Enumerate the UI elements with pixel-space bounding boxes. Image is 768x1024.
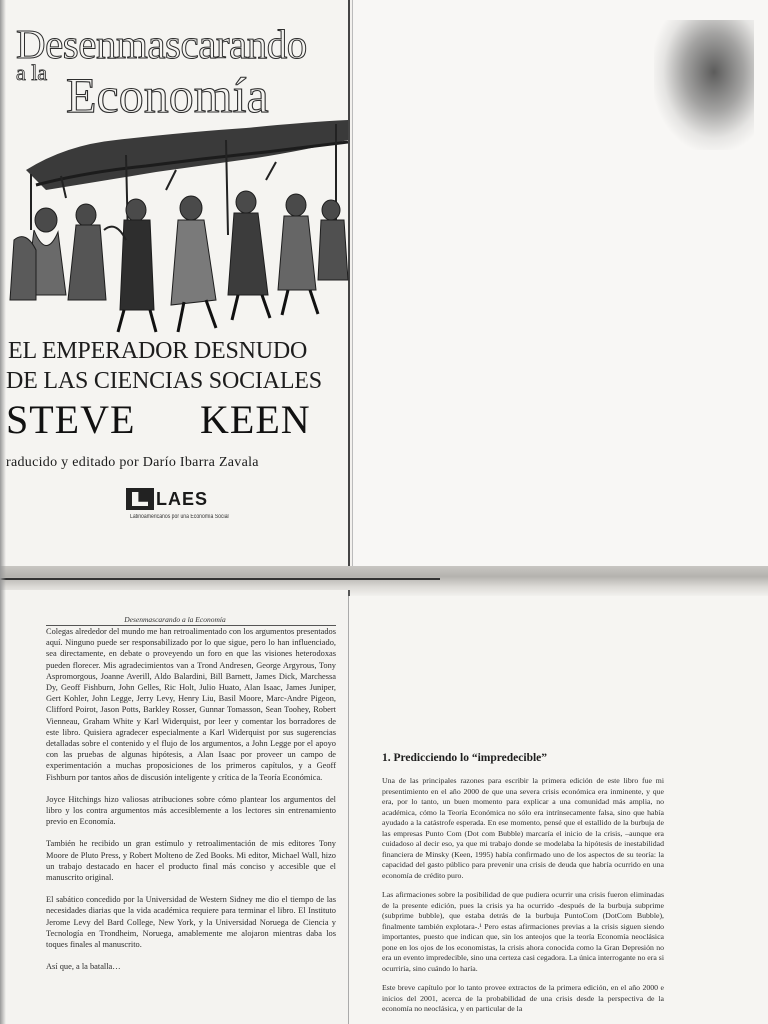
cover-subtitle-line1: EL EMPERADOR DESNUDO: [8, 338, 308, 364]
cover-translator: raducido y editado por Darío Ibarra Zavala: [6, 455, 259, 470]
cover-title-line2: a la: [16, 60, 48, 85]
paragraph: Así que, a la batalla…: [46, 962, 121, 972]
paragraph: Este breve capítulo por lo tanto provee extractos de la primera edición, en el año 2000 e inicios del 2001, acerca de la probabilidad de una crisis desde la perspectiva de la economía no neoclásica, y en particular de la: [382, 983, 664, 1013]
running-head: Desenmascarando a la Economía: [124, 615, 226, 624]
cover-title-line1: Desenmascarando: [16, 21, 307, 67]
publisher-logo: [126, 488, 208, 510]
paragraph: Una de las principales razones para escribir la primera edición de este libro fue mi presentimiento en el año 2000 de que una severa crisis económica era inminente, y que era, por lo tanto, un buen momento para explicar a una comunidad más amplia, no académica, cómo la Teoría Económica no sólo era intrínsecamente falsa, sino que había ayudado a la catástrofe esperada. En ese momento, pensé que el estallido de la burbuja de las empresas Punto Com (Dot com Bubble) marcaría el inicio de la crisis, –aunque era cuidadoso al decir eso, ya que mi trabajo donde se modelaba la hipótesis de inestabilidad financiera de Minsky (Keen, 1995) había confirmado uno de los aspectos de su teoría: la capacidad del gasto público para prevenir una crisis de deuda que habría ocurrido en una economía de crédito puro.: [382, 776, 664, 880]
publisher-tagline: Latinoamericanos por una Economía Social: [130, 514, 229, 520]
cover-author-first: STEVE: [6, 397, 136, 442]
cover-title-line3: Economía: [66, 67, 269, 123]
chapter-heading: 1. Predicciendo lo “impredecible”: [382, 752, 548, 764]
book-cover: [0, 0, 350, 568]
paragraph: El sabático concedido por la Universidad de Western Sidney me dio el tiempo de las necesidades diarias que la vida académica requiere para terminar el libro. El Instituto Jerome Levy del Bard College, New York, y la Universidad Noruega de Ciencia y Tecnología en Trondheim, Noruega, amablemente me alojaron mientras daba los toques finales al manuscrito.: [46, 895, 336, 950]
cover-subtitle-line2: DE LAS CIENCIAS SOCIALES: [6, 368, 322, 394]
paragraph: Las afirmaciones sobre la posibilidad de que pudiera ocurrir una crisis fueron eliminadas de la presente edición, pues la crisis ya ha ocurrido -después de la burbuja subprime (subprime bubble), que estaba detrás de la burbuja PuntoCom (DotCom Bubble), finalmente también explotara-.¹ Pero estas afirmaciones previas a la crisis siguen siendo importantes, puesto que indican que, sin los anteojos que la teoría Economía neoclásica pone en los ojos de los economistas, la crisis ahora conocida como la Gran Depresión no era un evento impredecible, sino una certeza casi cegadora. La única interrogante no era si ocurriría, sino cuándo lo haría.: [382, 890, 664, 973]
cover-illustration: [6, 110, 352, 340]
paragraph: Colegas alrededor del mundo me han retroalimentado con los argumentos presentados aquí. Ninguno puede ser responsabilizado por lo que sigue, pero lo han influenciado, sea directamente, en debate o proveyendo un foro en que las visiones heterodoxas pueden florecer. Mis agradecimientos van a Trond Andresen, George Argyrous, Tony Aspromorgous, Joanne Averill, Aldo Balardini, Bill Barnett, James Dick, Marchessa Dy, Geoff Fishburn, John Gelles, Ric Holt, Julio Huato, Alan Isaac, James Juniper, Gert Kohler, John Legge, Jerry Levy, Henry Liu, Basil Moore, Marc-Andre Pigeon, Clifford Poirot, Jason Potts, Barkley Rosser, Gunnar Tomasson, Sean Toohey, Robert Vienneau, Graham White y Karl Widerquist, por leer y comentar los borradores de este libro. Quisiera agradecer especialmente a Karl Widerquist por sus sugerencias detalladas sobre el contenido y el flujo de los argumentos, a John Legge por el apoyo con las pruebas de algunas hipótesis, a Alan Isaac por proveer un campo de experimentación a muchas proposiciones de los primeros capítulos, y a Geoff Fishburn por tantos años de discusión inteligente y crítica de la Teoría Económica.: [46, 627, 336, 782]
publisher-logo-text: LAES: [156, 488, 209, 509]
scan-edge-shadow: [0, 0, 6, 1024]
paragraph: Joyce Hitchings hizo valiosas atribuciones sobre cómo plantear los argumentos del libro y los contra argumentos más accesiblemente a los lectores sin entrenamiento previo en Economía.: [46, 794, 336, 827]
scan-smudge: [654, 20, 754, 150]
page-seam-line: [0, 578, 440, 580]
paragraph: También he recibido un gran estímulo y retroalimentación de mis editores Tony Moore de Pluto Press, y Robert Molteno de Zed Books. Mi editor, Michael Wall, hizo un trabajo destacado en hacer el producto final más conciso y accesible que el manuscrito original.: [46, 839, 336, 883]
blank-page: [352, 0, 768, 578]
chapter-text: [382, 776, 664, 1024]
publisher-logo-icon: [126, 488, 154, 510]
acknowledgements-text: [46, 626, 336, 983]
cover-author-last: KEEN: [200, 397, 311, 442]
